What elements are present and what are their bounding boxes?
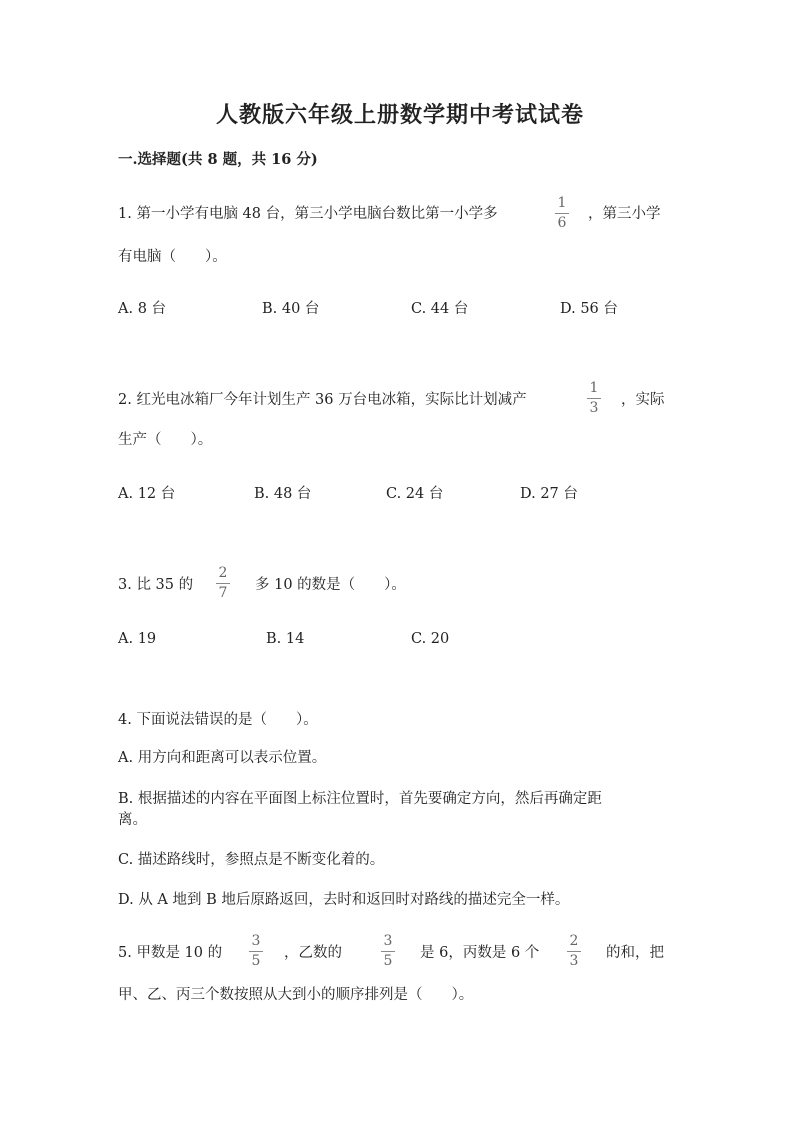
q3-option-c: C. 20 bbox=[411, 631, 450, 647]
q3-option-a: A. 19 bbox=[118, 631, 157, 647]
q1-stem-line2: 有电脑（ ）。 bbox=[118, 249, 227, 265]
q2-fraction-bar bbox=[587, 398, 601, 399]
q3-fraction-bar bbox=[216, 583, 230, 584]
q1-option-d: D. 56 台 bbox=[560, 301, 618, 317]
q4-option-a: A. 用方向和距离可以表示位置。 bbox=[118, 750, 327, 766]
q2-stem-line2: 生产（ ）。 bbox=[118, 432, 213, 448]
q5-fraction-3-numerator: 2 bbox=[569, 933, 579, 949]
q2-fraction-denominator: 3 bbox=[589, 400, 599, 416]
q2-option-c: C. 24 台 bbox=[386, 486, 444, 502]
q4-option-c: C. 描述路线时，参照点是不断变化着的。 bbox=[118, 852, 385, 868]
q2-stem: 2. 红光电冰箱厂今年计划生产 36 万台电冰箱，实际比计划减产 bbox=[118, 392, 527, 408]
q5-fraction-3 bbox=[565, 934, 583, 969]
q3-fraction-numerator: 2 bbox=[218, 565, 228, 581]
q5-stem: 5. 甲数是 10 的 bbox=[118, 945, 223, 961]
q1-stem: 1. 第一小学有电脑 48 台，第三小学电脑台数比第一小学多 bbox=[118, 206, 498, 222]
q5-fraction-2-bar bbox=[381, 951, 395, 952]
q4-option-b: B. 根据描述的内容在平面图上标注位置时，首先要确定方向，然后再确定距 bbox=[118, 791, 602, 807]
q5-fraction-3-bar bbox=[567, 951, 581, 952]
q1-stem-end: ，第三小学 bbox=[588, 206, 661, 222]
q3-option-b: B. 14 bbox=[266, 631, 305, 647]
q1-fraction bbox=[553, 196, 571, 231]
q2-stem-end: ，实际 bbox=[621, 392, 665, 408]
q1-fraction-numerator: 1 bbox=[557, 195, 567, 211]
q5-fraction-2-denominator: 5 bbox=[383, 953, 393, 969]
q2-option-a: A. 12 台 bbox=[118, 486, 176, 502]
q3-stem: 3. 比 35 的 bbox=[118, 577, 194, 593]
q2-option-d: D. 27 台 bbox=[520, 486, 578, 502]
q5-fraction-2 bbox=[379, 934, 397, 969]
q2-fraction bbox=[585, 381, 603, 416]
q2-option-b: B. 48 台 bbox=[254, 486, 312, 502]
q3-fraction-denominator: 7 bbox=[218, 585, 228, 601]
q5-fraction-1-denominator: 5 bbox=[251, 953, 261, 969]
q1-option-b: B. 40 台 bbox=[262, 301, 320, 317]
q1-fraction-denominator: 6 bbox=[557, 215, 567, 231]
q5-stem-part2: ，乙数的 bbox=[284, 945, 342, 961]
q5-fraction-1-bar bbox=[249, 951, 263, 952]
q3-stem-end: 多 10 的数是（ ）。 bbox=[255, 577, 406, 593]
q5-fraction-1-numerator: 3 bbox=[251, 933, 261, 949]
q1-option-a: A. 8 台 bbox=[118, 301, 167, 317]
section-heading: 一.选择题(共 8 题，共 16 分) bbox=[118, 151, 318, 168]
q2-fraction-numerator: 1 bbox=[589, 380, 599, 396]
q4-option-d: D. 从 A 地到 B 地后原路返回，去时和返回时对路线的描述完全一样。 bbox=[118, 892, 570, 908]
q1-fraction-bar bbox=[555, 213, 569, 214]
page-title: 人教版六年级上册数学期中考试试卷 bbox=[215, 102, 584, 128]
q3-fraction bbox=[214, 566, 232, 601]
q5-fraction-2-numerator: 3 bbox=[383, 933, 393, 949]
q5-fraction-1 bbox=[247, 934, 265, 969]
q5-stem-line2: 甲、乙、丙三个数按照从大到小的顺序排列是（ ）。 bbox=[118, 987, 474, 1003]
q4-option-b-cont: 离。 bbox=[118, 812, 147, 828]
q5-stem-part3: 是 6，丙数是 6 个 bbox=[420, 945, 540, 961]
q5-fraction-3-denominator: 3 bbox=[569, 953, 579, 969]
q4-stem: 4. 下面说法错误的是（ ）。 bbox=[118, 712, 318, 728]
q1-option-c: C. 44 台 bbox=[411, 301, 469, 317]
q5-stem-part4: 的和，把 bbox=[606, 945, 664, 961]
